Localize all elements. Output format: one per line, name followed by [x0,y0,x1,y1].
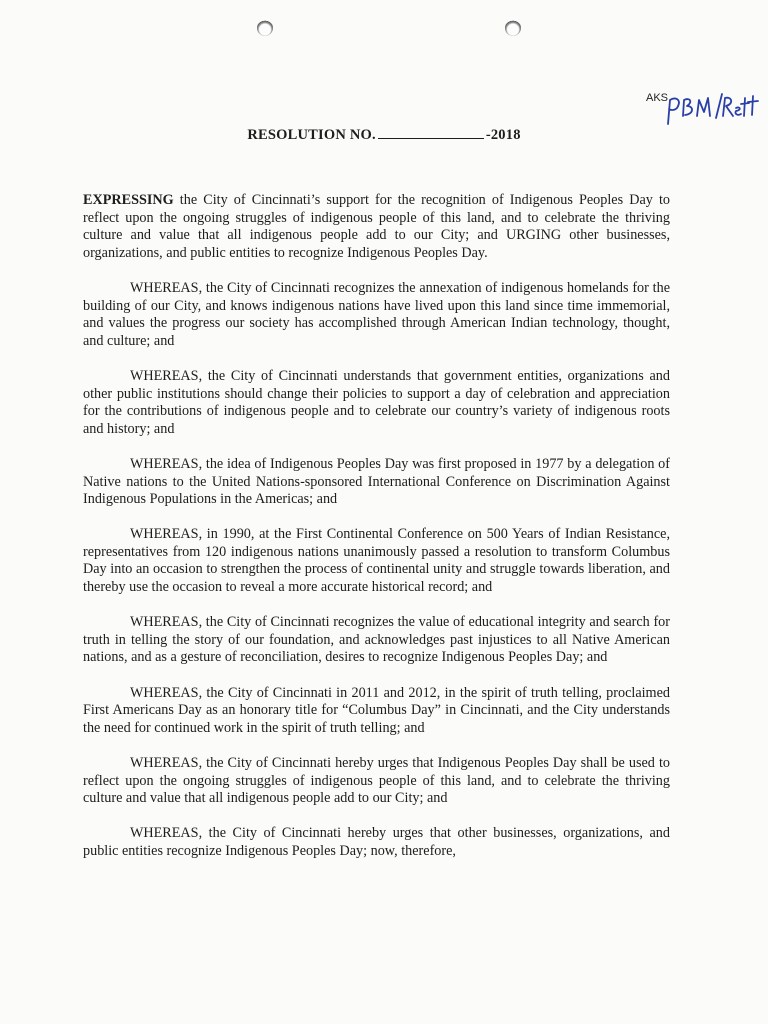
whereas-paragraph: WHEREAS, the City of Cincinnati understands that government entities, organizations and other public institutions should change their policies to support a day of celebration and appreciation for the contributions of indigenous people and to celebrate our country’s variety of indigenous roots and history; and [83,367,670,437]
intro-lead-word: EXPRESSING [83,192,174,208]
resolution-body [83,192,670,878]
whereas-paragraph: WHEREAS, the City of Cincinnati recognizes the value of educational integrity and search for truth in telling the story of our foundation, and acknowledges past injustices to all Native American nations, and as a gesture of reconciliation, desires to recognize Indigenous Peoples Day; and [83,614,670,666]
punch-hole-left [257,20,273,36]
initials-stamp [646,88,764,130]
punch-hole-right [505,20,521,36]
whereas-paragraph: WHEREAS, the City of Cincinnati hereby urges that Indigenous Peoples Day shall be used to reflect upon the ongoing struggles of indigenous people of this land, and to celebrate the thriving culture and value that all indigenous people add to our City; and [83,755,670,807]
whereas-paragraph: WHEREAS, the idea of Indigenous Peoples Day was first proposed in 1977 by a delegation of Native nations to the United Nations-sponsored International Conference on Discrimination Against Indigenous Populations in the Americas; and [83,455,670,508]
handwritten-initials-signature [646,88,764,130]
whereas-paragraph: WHEREAS, the City of Cincinnati hereby urges that other businesses, organizations, and public entities recognize Indigenous Peoples Day; now, therefore, [83,825,670,859]
resolution-title [0,126,768,144]
resolution-label: RESOLUTION NO. [247,127,376,143]
initials-prefix: AKS [646,92,669,104]
resolution-year: -2018 [485,127,521,143]
resolution-number-blank [378,126,484,139]
whereas-paragraph: WHEREAS, the City of Cincinnati recognizes the annexation of indigenous homelands for the building of our City, and knows indigenous nations have lived upon this land since time immemorial, and values the progress our society has accomplished through American Indian technology, thought, and culture; and [83,279,670,349]
whereas-paragraph: WHEREAS, in 1990, at the First Continental Conference on 500 Years of Indian Resistance, representatives from 120 indigenous nations unanimously passed a resolution to transform Columbus Day into an occasion to strengthen the process of continental unity and struggle towards liberation, and thereby use the occasion to reveal a more accurate historical record; and [83,526,670,596]
intro-paragraph [83,192,670,262]
whereas-paragraph: WHEREAS, the City of Cincinnati in 2011 and 2012, in the spirit of truth telling, proclaimed First Americans Day as an honorary title for “Columbus Day” in Cincinnati, and the City understands the need for continued work in the spirit of truth telling; and [83,684,670,736]
intro-text: the City of Cincinnati’s support for the recognition of Indigenous Peoples Day to reflect upon the ongoing struggles of indigenous people of this land, and to celebrate the thriving culture and value that all indigenous people add to our City; and URGING other businesses, organizations, and public entities to recognize Indigenous Peoples Day. [83,192,670,261]
